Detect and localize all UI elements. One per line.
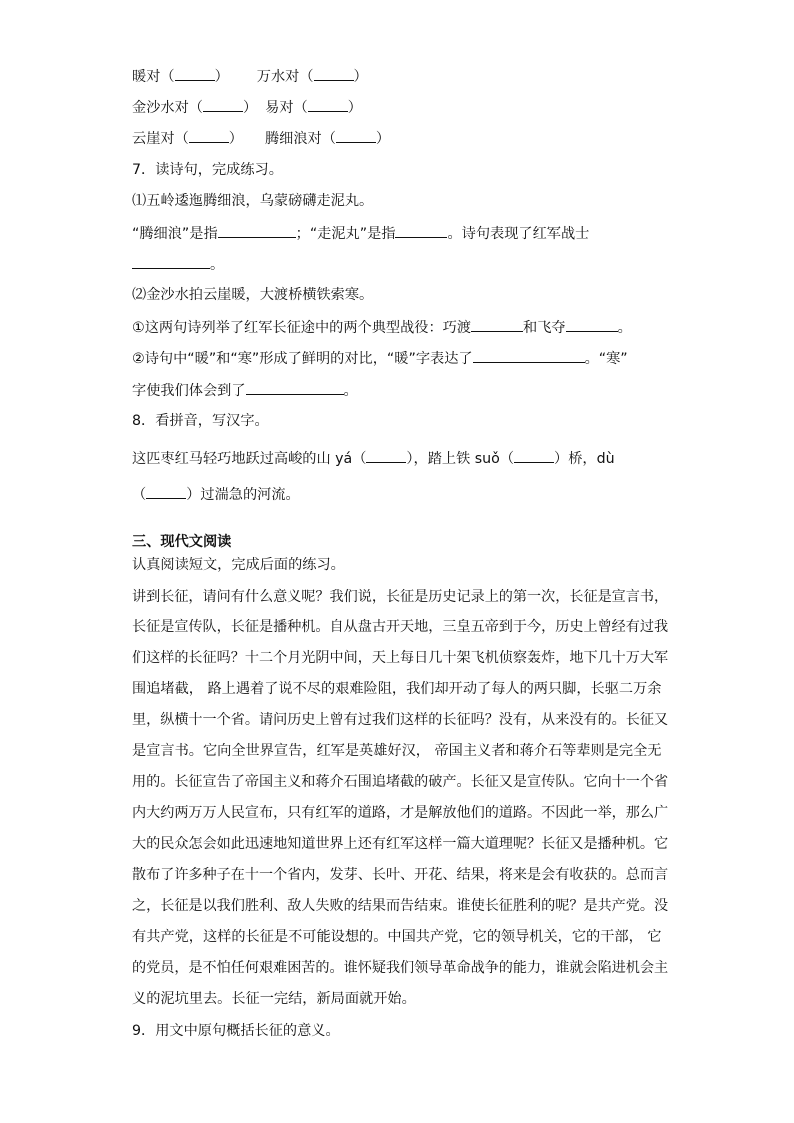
q7-line-4: ②诗句中“暖”和“寒”形成了鲜明的对比，“暖”字表达了 。“寒”: [132, 348, 628, 369]
pair-row-1: 暖对（ ） 万水对（ ）: [132, 66, 368, 87]
question-9-title: 9．用文中原句概括长征的意义。: [132, 1023, 340, 1039]
pair-row-3: 云崖对（ ） 腾细浪对（ ）: [132, 128, 390, 149]
reading-instruction: 认真阅读短文，完成后面的练习。: [132, 557, 345, 573]
answer-blank[interactable]: [566, 317, 618, 332]
passage-line: 是宣言书。它向全世界宣告，红军是英雄好汉， 帝国主义者和蒋介石等辈则是完全无: [132, 743, 662, 759]
pair-prompt: 暖对（: [132, 69, 175, 85]
pair-prompt: 易对（: [265, 100, 308, 116]
question-7-title: 7．读诗句，完成练习。: [132, 162, 283, 178]
answer-blank[interactable]: [146, 484, 186, 499]
answer-blank[interactable]: [132, 254, 210, 269]
answer-blank[interactable]: [336, 128, 376, 143]
answer-blank[interactable]: [314, 66, 354, 81]
answer-blank[interactable]: [189, 128, 229, 143]
answer-blank[interactable]: [218, 223, 296, 238]
pair-prompt: 腾细浪对（: [264, 131, 336, 147]
answer-blank[interactable]: [308, 97, 348, 112]
pair-row-2: 金沙水对（ ） 易对（ ）: [132, 97, 362, 118]
answer-blank[interactable]: [473, 348, 585, 363]
pair-prompt: 云崖对（: [132, 131, 189, 147]
answer-blank[interactable]: [514, 448, 554, 463]
passage-line: 的党员，是不怕任何艰难困苦的。谁怀疑我们领导革命战争的能力，谁就会陷进机会主: [132, 960, 669, 976]
q8-line-1: 这匹枣红马轻巧地跃过高峻的山 yá（ ），踏上铁 suǒ（ ）桥，dù: [132, 448, 615, 469]
answer-blank[interactable]: [246, 380, 344, 395]
q7-line-2: 。: [132, 254, 224, 275]
passage-line: 围追堵截， 路上遇着了说不尽的艰难险阻，我们却开动了每人的两只脚，长驱二万余: [132, 681, 662, 697]
answer-blank[interactable]: [175, 66, 215, 81]
passage-line: 之，长征是以我们胜利、敌人失败的结果而告结束。谁使长征胜利的呢？是共产党。没: [132, 898, 669, 914]
poem-line-1: ⑴五岭逶迤腾细浪，乌蒙磅礴走泥丸。: [132, 193, 374, 209]
passage-line: 大的民众怎会如此迅速地知道世界上还有红军这样一篇大道理呢？长征又是播种机。它: [132, 836, 669, 852]
passage-line: 内大约两万万人民宣布，只有红军的道路，才是解放他们的道路。不因此一举，那么广: [132, 805, 669, 821]
question-8-title: 8．看拼音，写汉字。: [132, 413, 269, 429]
answer-blank[interactable]: [366, 448, 406, 463]
pair-prompt: 金沙水对（: [132, 100, 203, 116]
section-heading: 三、现代文阅读: [132, 534, 232, 550]
passage-line: 用的。长征宣告了帝国主义和蒋介石围追堵截的破产。长征又是宣传队。它向十一个省: [132, 774, 669, 790]
answer-blank[interactable]: [395, 223, 447, 238]
passage-line: 义的泥坑里去。长征一完结，新局面就开始。: [132, 991, 416, 1007]
passage-line: 们这样的长征吗？十二个月光阴中间，天上每日几十架飞机侦察轰炸，地下几十万大军: [132, 650, 669, 666]
passage-line: 里，纵横十一个省。请问历史上曾有过我们这样的长征吗？没有，从来没有的。长征又: [132, 712, 669, 728]
answer-blank[interactable]: [203, 97, 243, 112]
q8-line-2: （ ）过湍急的河流。: [132, 484, 300, 505]
q7-line-3: ①这两句诗列举了红军长征途中的两个典型战役：巧渡 和飞夺 。: [132, 317, 632, 338]
passage-line: 有共产党，这样的长征是不可能设想的。中国共产党，它的领导机关，它的干部， 它: [132, 929, 662, 945]
q7-line-5: 字使我们体会到了 。: [132, 380, 358, 401]
passage-line: 散布了许多种子在十一个省内，发芽、长叶、开花、结果，将来是会有收获的。总而言: [132, 867, 669, 883]
passage-line: 讲到长征，请问有什么意义呢？我们说，长征是历史记录上的第一次，长征是宣言书，: [132, 589, 669, 605]
q7-line-1: “腾细浪”是指 ；“走泥丸”是指 。诗句表现了红军战士: [132, 223, 589, 244]
pair-prompt: 万水对（: [256, 69, 314, 85]
passage-line: 长征是宣传队，长征是播种机。自从盘古开天地，三皇五帝到于今，历史上曾经有过我: [132, 619, 669, 635]
answer-blank[interactable]: [471, 317, 523, 332]
poem-line-2: ⑵金沙水拍云崖暖，大渡桥横铁索寒。: [132, 287, 374, 303]
